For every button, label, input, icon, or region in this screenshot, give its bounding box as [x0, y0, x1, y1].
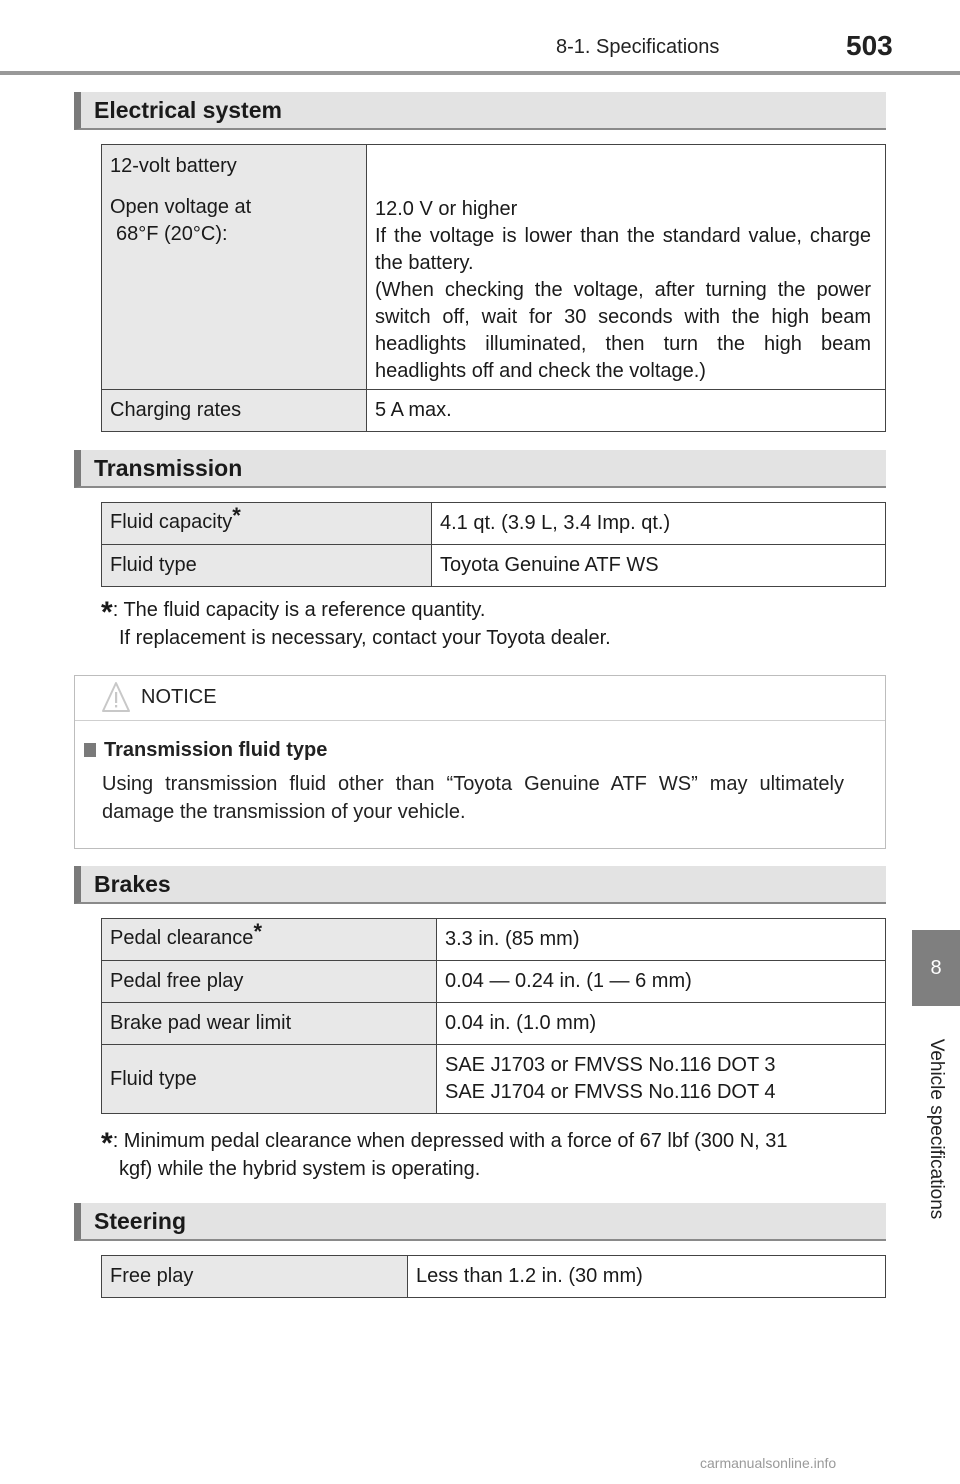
- pedal-free-play-value: 0.04 — 0.24 in. (1 — 6 mm): [437, 961, 886, 1003]
- pedal-free-play-label: Pedal free play: [102, 961, 437, 1003]
- pedal-clearance-label-cell: [102, 919, 437, 961]
- battery-label-1: 12-volt battery: [110, 155, 237, 177]
- pedal-clearance-value: 3.3 in. (85 mm): [437, 919, 886, 961]
- section-electrical-title: Electrical system: [74, 92, 886, 130]
- transmission-footnote: [101, 593, 611, 652]
- battery-value-2: If the voltage is lower than the standard value, charge the battery.: [375, 225, 871, 274]
- electrical-table: [101, 144, 886, 432]
- fluid-type-label: Fluid type: [102, 545, 432, 587]
- battery-value-1: 12.0 V or higher: [375, 198, 518, 220]
- notice-subtitle-wrap: [84, 739, 327, 762]
- footnote-marker: *: [101, 1127, 113, 1160]
- footnote-line-2: kgf) while the hybrid system is operating.: [119, 1158, 481, 1180]
- free-play-label: Free play: [102, 1256, 408, 1298]
- brake-pad-label: Brake pad wear limit: [102, 1003, 437, 1045]
- fluid-capacity-label: Fluid capacity: [110, 510, 233, 533]
- section-header: 8-1. Specifications: [556, 36, 720, 58]
- steering-table: [101, 1255, 886, 1298]
- battery-label-3: 68°F (20°C):: [116, 223, 228, 245]
- footnote-line-1: : The fluid capacity is a reference quantity.: [112, 599, 486, 621]
- brake-fluid-type-value-cell: [437, 1045, 886, 1114]
- charging-label: Charging rates: [102, 390, 367, 432]
- table-row: [102, 390, 886, 432]
- brakes-table: [101, 918, 886, 1114]
- battery-value-3: (When checking the voltage, after turning the power switch off, wait for 30 seconds with the high beam headlights illuminated, then turn the high beam headlights off and check the voltage.): [375, 279, 871, 382]
- battery-label-2: Open voltage at: [110, 196, 252, 218]
- footnote-line-1: : Minimum pedal clearance when depressed with a force of 67 lbf (300 N, 31: [112, 1130, 788, 1152]
- table-row: [102, 545, 886, 587]
- square-bullet-icon: [84, 743, 96, 757]
- brake-fluid-type-label: Fluid type: [102, 1045, 437, 1114]
- charging-value: 5 A max.: [367, 390, 886, 432]
- footnote-marker: *: [101, 596, 113, 629]
- table-row: [102, 1045, 886, 1114]
- footnote-star: *: [232, 502, 241, 528]
- notice-body: Using transmission fluid other than “Toyota Genuine ATF WS” may ultimately damage the transmission of your vehicle.: [102, 773, 844, 823]
- table-row: [102, 145, 886, 390]
- table-row: [102, 503, 886, 545]
- table-row: [102, 1003, 886, 1045]
- battery-label-cell: [102, 145, 367, 390]
- section-transmission-title: Transmission: [74, 450, 886, 488]
- notice-title: NOTICE: [141, 686, 217, 708]
- brakes-footnote: [101, 1124, 886, 1183]
- footnote-star: *: [253, 918, 262, 944]
- table-row: [102, 961, 886, 1003]
- warning-icon: [101, 680, 131, 714]
- section-steering-title: Steering: [74, 1203, 886, 1241]
- brake-fluid-type-value-1: SAE J1703 or FMVSS No.116 DOT 3: [445, 1054, 776, 1076]
- section-brakes-title: Brakes: [74, 866, 886, 904]
- chapter-title-tab: [912, 1007, 960, 1250]
- transmission-table: [101, 502, 886, 587]
- chapter-title: Vehicle specifications: [926, 1038, 947, 1219]
- footnote-line-2: If replacement is necessary, contact your Toyota dealer.: [119, 627, 611, 649]
- header-rule: [0, 71, 960, 75]
- notice-subtitle: Transmission fluid type: [104, 739, 328, 761]
- battery-value-cell: [367, 145, 886, 390]
- notice-box: [74, 675, 886, 849]
- notice-header: [75, 676, 885, 721]
- table-row: [102, 1256, 886, 1298]
- brake-fluid-type-value-2: SAE J1704 or FMVSS No.116 DOT 4: [445, 1081, 776, 1103]
- fluid-capacity-label-cell: [102, 503, 432, 545]
- free-play-value: Less than 1.2 in. (30 mm): [408, 1256, 886, 1298]
- table-row: [102, 919, 886, 961]
- fluid-capacity-value: 4.1 qt. (3.9 L, 3.4 Imp. qt.): [432, 503, 886, 545]
- pedal-clearance-label: Pedal clearance: [110, 926, 254, 949]
- chapter-number-tab: 8: [912, 930, 960, 1006]
- page-number: 503: [846, 30, 893, 61]
- fluid-type-value: Toyota Genuine ATF WS: [432, 545, 886, 587]
- watermark: carmanualsonline.info: [700, 1455, 837, 1471]
- brake-pad-value: 0.04 in. (1.0 mm): [437, 1003, 886, 1045]
